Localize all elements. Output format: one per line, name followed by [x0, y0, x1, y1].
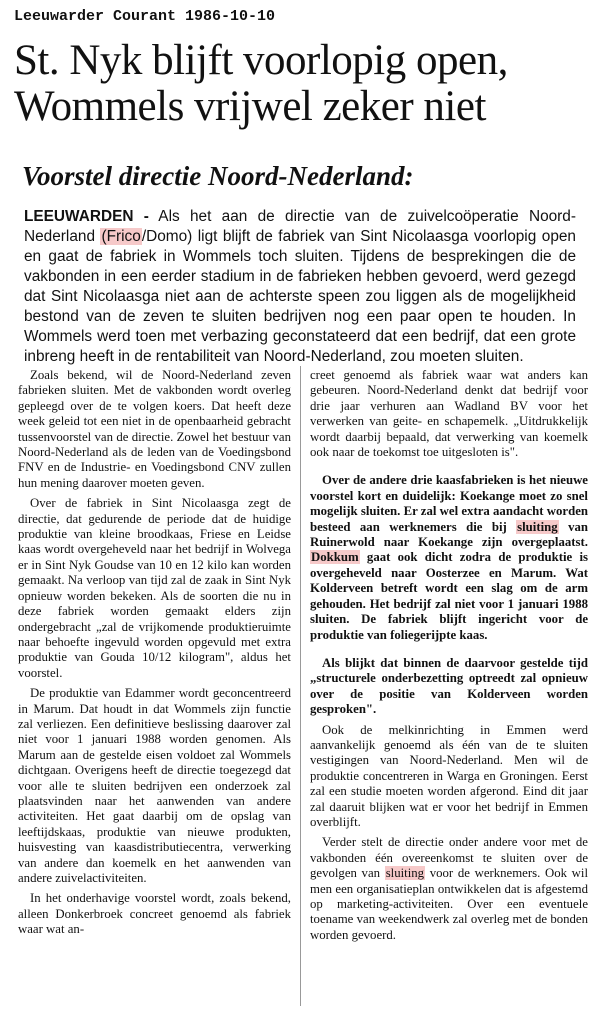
headline-line-2: Wommels vrijwel zeker niet: [14, 83, 486, 130]
dateline: LEEUWARDEN -: [24, 208, 149, 225]
lead-paragraph: [24, 207, 576, 367]
paragraph: In het onderhavige voorstel wordt, zoals bekend, alleen Donkerbroek concreet genoemd als fabriek waar wat an-: [18, 891, 291, 937]
text: van Ruinerwold naar Koekange zijn overgeplaatst.: [310, 519, 588, 550]
lead-text-1: Als het aan de directie van de zuivelcoöperatie Noord-Nederland: [24, 208, 576, 245]
column-divider: [300, 366, 301, 1006]
highlight-sluiting: sluiting: [385, 866, 425, 881]
highlight-sluiting: sluiting: [517, 519, 558, 534]
source-caption: Leeuwarder Courant 1986-10-10: [14, 8, 276, 25]
paragraph: Zoals bekend, wil de Noord-Nederland zeven fabrieken sluiten. Met de vakbonden wordt overleg gepleegd over de te volgen koers. Dat heeft deze week geleid tot een niet in de openbaarheid gebracht tussenvoorstel van de directie. Zowel het bestuur van Noord-Nederland als de leden van de Voedingsbond FNV en de Industrie- en Voedingsbond CNV zullen hun mening daarover moeten geven.: [18, 368, 291, 490]
paragraph: creet genoemd als fabriek waar wat anders kan gebeuren. Noord-Nederland denkt dat bedrijf voor drie jaar verhuren aan Wadland BV voor het verwerken van geite- en schapemelk. „Uitdrukkelijk wordt daarbij bepaald, dat verwerking van koemelk ook naar de toekomst toe uitgesloten is".: [310, 368, 588, 460]
text: gaat ook dicht zodra de produktie is overgeheveld naar Oosterzee en Marum. Wat Kolderveen betreft wordt een slag om de arm gehouden. Het bedrijf zal niet voor 1 januari 1988 sluiten. De fabriek blijft ingericht voor de produktie van foliegerijpte kaas.: [310, 550, 588, 642]
highlight-dokkum: Dokkum: [311, 550, 359, 565]
text: Verder stelt de directie onder andere voor met de vakbonden één overeenkomst te sluiten over de gevolgen van: [310, 835, 588, 881]
paragraph: [310, 835, 588, 943]
paragraph: Ook de melkinrichting in Emmen werd aanvankelijk genoemd als één van de te sluiten vestigingen van Noord-Nederland. Men wil de produktie concentreren in Warga en Groningen. Eerst zal een studie moeten worden afgerond. Eind dit jaar zal daaruit blijken wat er voor het bedrijf in Emmen overblijft.: [310, 722, 588, 829]
headline: [14, 38, 594, 130]
paragraph: Als blijkt dat binnen de daarvoor gestelde tijd „structurele onderbezetting optreedt zal opnieuw over de positie van Kolderveen worden gesproken".: [310, 655, 588, 717]
lead-text-2: /Domo) ligt blijft de fabriek van Sint Nicolaasga voorlopig open en gaat de fabriek in Wommels toch sluiten. Tijdens de besprekingen die de vakbonden in een eerder stadium in de fabrieken hebben gevoerd, werd gezegd dat Sint Nicolaasga niet aan de achterste speen zou liggen als de mogelijkheid bestond van de zeven te sluiten bedrijven nog een paar open te houden. In Wommels werd toen met verbazing geconstateerd dat een bedrijf, dat een grote inbreng heeft in de rentabiliteit van Noord-Nederland, zou moeten sluiten.: [24, 228, 576, 365]
left-column: [18, 368, 291, 943]
paragraph: Over de fabriek in Sint Nicolaasga zegt de directie, dat gedurende de periode dat de huidige produktie van kleine broodkaas, Friese en Leidse kaas wordt overgeheveld naar het bedrijf in Wolvega er in Sint Nyk Goudse van 10 en 12 kilo kan worden gemaakt. Na verloop van tijd zal de zaak in Sint Nyk opnieuw worden bekeken. Als de soorten die nu in deze fabriek worden gemaakt elders zijn ondergebracht „zal de vrijkomende produktieruimte naar behoefte ingevuld worden opgevuld met extra produktie van Gouda 10/12 kilogram", aldus het voorstel.: [18, 496, 291, 680]
text: voor de werknemers. Ook wil men een organisatieplan ontwikkelen dat is afgestemd op marketing-activiteiten. Over een eventuele toename van weekendwerk zal overleg met de bonden worden gevoerd.: [310, 866, 588, 942]
highlight-frico: (Frico: [101, 228, 141, 245]
paragraph: De produktie van Edammer wordt geconcentreerd in Marum. Dat houdt in dat Wommels zijn functie zal verliezen. Een definitieve beslissing daarover zal niet voor 1 januari 1988 worden genomen. Als Marum aan de gestelde eisen voldoet zal Wommels dichtgaan. Overigens heeft de directie toegezegd dat voor alle te sluiten bedrijven een onderzoek zal plaatsvinden naar het aanwenden van andere activiteiten. Het gaat daarbij om de opslag van leeftijdskaas, produktie van nieuwe produkten, huisvesting van kaasdistributiecentra, verwerking van andere dan koemelk en het aanwenden van andere zuivelactiviteiten.: [18, 686, 291, 885]
text: Over de andere drie kaasfabrieken is het nieuwe voorstel kort en duidelijk: Koekange moet zo snel mogelijk sluiten. Er zal wel extra aandacht worden besteed aan werknemers die bij: [310, 473, 588, 534]
right-column: [310, 368, 588, 948]
paragraph: [310, 473, 588, 642]
subheadline: Voorstel directie Noord-Nederland:: [22, 161, 414, 191]
headline-line-1: St. Nyk blijft voorlopig open,: [14, 37, 508, 84]
